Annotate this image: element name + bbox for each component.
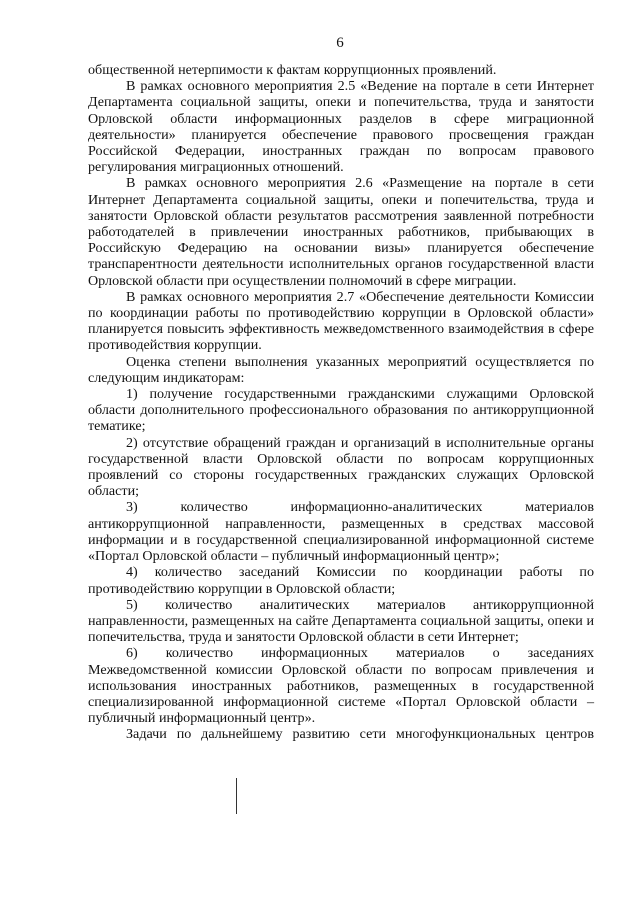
indicator-item-6: 6) количество информационных материалов о заседаниях Межведомственной комиссии Орловской области по вопросам привлечения и использования иностранных работников, размещенных в государственной специализированной информационной системе «Портал Орловской области – публичный информационный центр». [88,645,594,727]
paragraph-measure-2-7: В рамках основного мероприятия 2.7 «Обеспечение деятельности Комиссии по координации работы по противодействию коррупции в Орловской области» планируется повысить эффективность межведомственного взаимодействия в сфере противодействия коррупции. [88,288,594,354]
indicator-item-5: 5) количество аналитических материалов антикоррупционной направленности, размещенных на сайте Департамента социальной защиты, опеки и попечительства, труда и занятости Орловской области в сети Интернет; [88,596,594,646]
indicator-item-3: 3) количество информационно-аналитических материалов антикоррупционной направленности, размещенных в средствах массовой информации и в государственной специализированной информационной системе «Портал Орловской области – публичный информационный центр»; [88,499,594,565]
paragraph-tasks-continued: Задачи по дальнейшему развитию сети многофункциональных центров [126,726,594,743]
paragraph-continuation: общественной нетерпимости к фактам коррупционных проявлений. [88,62,497,78]
document-body [88,62,594,743]
indicator-item-2: 2) отсутствие обращений граждан и организаций в исполнительные органы государственной власти Орловской области по вопросам коррупционных проявлений со стороны государственных гражданских служащих Орловской области; [88,434,594,500]
paragraph-indicators-intro: Оценка степени выполнения указанных мероприятий осуществляется по следующим индикаторам: [88,353,594,386]
paragraph-measure-2-6: В рамках основного мероприятия 2.6 «Размещение на портале в сети Интернет Департамента социальной защиты, опеки и попечительства, труда и занятости Орловской области результатов рассмотрения заявленной потребности работодателей в привлечении иностранных работников, прибывающих в Российскую Федерацию на основании визы» планируется обеспечение транспарентности деятельности исполнительных органов государственной власти Орловской области при осуществлении полномочий в сфере миграции. [88,175,594,289]
indicator-item-1: 1) получение государственными гражданскими служащими Орловской области дополнительного профессионального образования по антикоррупционной тематике; [88,386,594,435]
scan-line-mark [236,778,237,814]
indicator-item-4: 4) количество заседаний Комиссии по координации работы по противодействию коррупции в Орловской области; [88,564,594,597]
paragraph-measure-2-5: В рамках основного мероприятия 2.5 «Ведение на портале в сети Интернет Департамента социальной защиты, опеки и попечительства, труда и занятости Орловской области информационных разделов в сфере миграционной деятельности» планируется обеспечение правового просвещения граждан Российской Федерации, иностранных граждан по вопросам правового регулирования миграционных отношений. [88,78,594,176]
page-number: 6 [336,35,344,51]
